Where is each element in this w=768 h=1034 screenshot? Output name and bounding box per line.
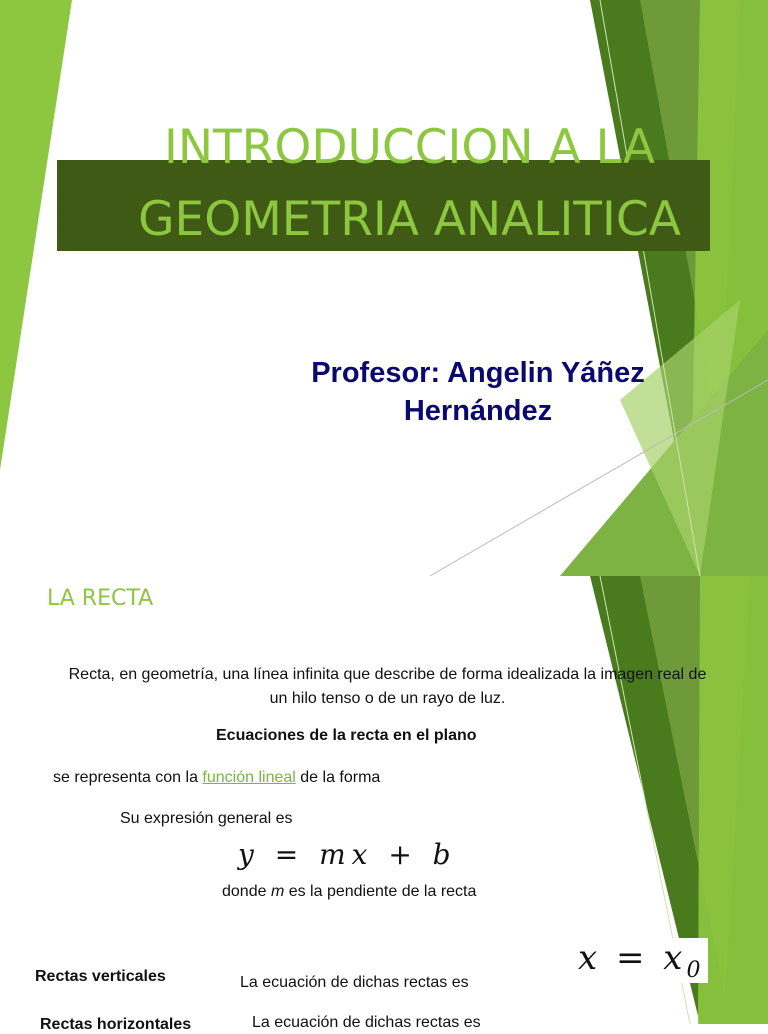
slope-prefix: donde bbox=[222, 883, 271, 900]
horizontal-lines-label-cut: Rectas horizontales bbox=[40, 1016, 192, 1033]
linear-function-link[interactable]: función lineal bbox=[202, 769, 296, 786]
vertical-equation-text: La ecuación de dichas rectas es bbox=[240, 974, 469, 991]
general-formula: y = mx + b bbox=[238, 838, 457, 871]
equations-heading: Ecuaciones de la recta en el plano bbox=[216, 727, 477, 744]
slope-variable: m bbox=[270, 883, 285, 900]
horizontal-equation-text-cut: La ecuación de dichas rectas es bbox=[252, 1014, 481, 1031]
representation-line bbox=[53, 769, 380, 787]
general-expression-label: Su expresión general es bbox=[120, 810, 293, 827]
representation-suffix: de la forma bbox=[295, 769, 381, 786]
vertical-lines-label: Rectas verticales bbox=[35, 968, 166, 985]
slope-suffix: es la pendiente de la recta bbox=[284, 883, 477, 900]
presenter-name: Profesor: Angelin Yáñez Hernández bbox=[311, 357, 645, 427]
vertical-formula bbox=[578, 938, 708, 983]
right-light-band-2 bbox=[698, 576, 768, 1024]
vertical-formula-main: x = x bbox=[578, 938, 687, 978]
vertical-formula-subscript: 0 bbox=[686, 957, 705, 983]
slide-title: INTRODUCCION A LA GEOMETRIA ANALITICA bbox=[138, 120, 681, 247]
representation-prefix: se representa con la bbox=[53, 769, 203, 786]
content-slide bbox=[0, 576, 768, 1033]
definition-text: Recta, en geometría, una línea infinita que describe de forma idealizada la imagen real de un hilo tenso o de un rayo de luz. bbox=[68, 666, 707, 707]
section-heading: LA RECTA bbox=[47, 586, 154, 611]
slope-description bbox=[222, 883, 476, 901]
